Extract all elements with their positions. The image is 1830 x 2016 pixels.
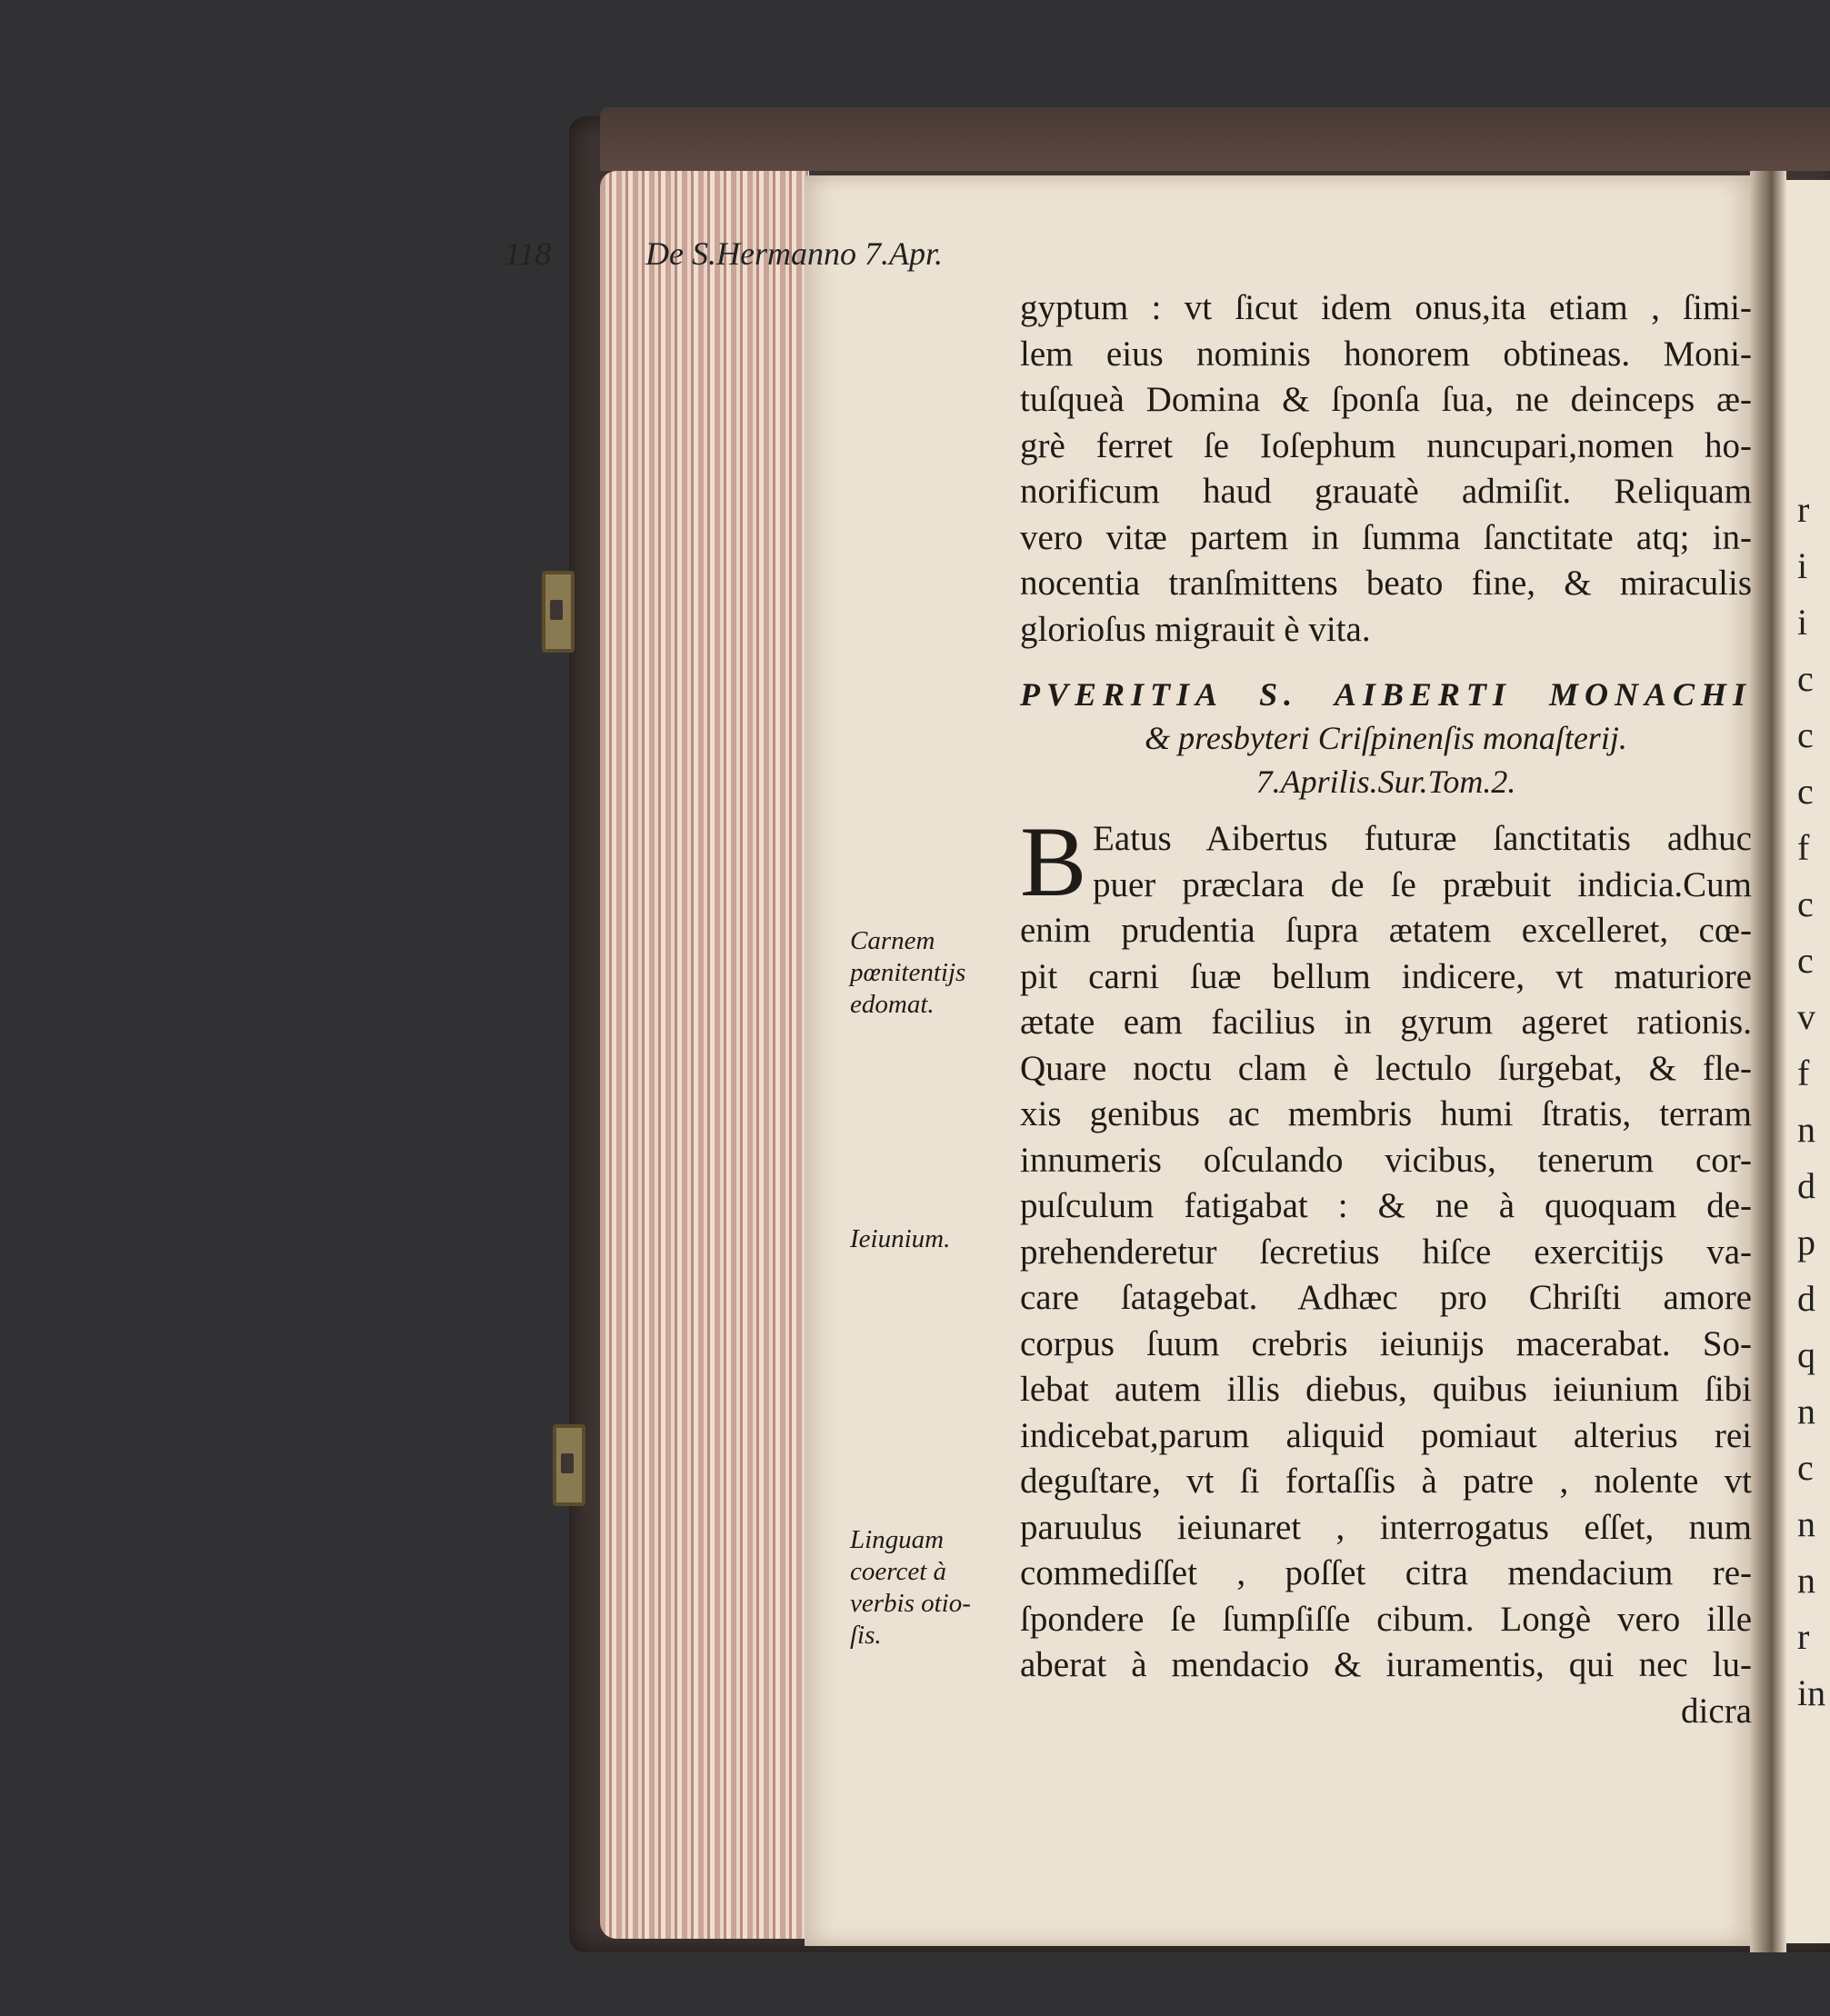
text-line: ætate eam facilius in gyrum ageret rationis. (1020, 1003, 1752, 1042)
text-line: xis genibus ac membris humi ſtratis, terram (1020, 1094, 1752, 1133)
text-line: ſpondere ſe ſumpſiſſe cibum. Longè vero ille (1020, 1599, 1752, 1639)
text-line: gyptum : vt ſicut idem onus,ita etiam , ſimi- (1020, 288, 1752, 327)
marginal-line: pœnitentijs (850, 958, 966, 987)
clasp-icon (542, 571, 575, 653)
gutter (1750, 171, 1786, 1952)
text-line: vero vitæ partem in ſumma ſanctitate atq; in- (1020, 517, 1752, 557)
text-line: nocentia tranſmittens beato fine, & miraculis (1020, 564, 1752, 603)
text-line: deguſtare, vt ſi fortaſſis à patre , nolente vt (1020, 1462, 1752, 1501)
facing-page-letter: c (1797, 1447, 1814, 1488)
heading-line-2: & presbyteri Criſpinenſis monaſterij. (1145, 720, 1627, 756)
facing-page-letter: f (1797, 827, 1810, 868)
facing-page-letter: i (1797, 602, 1808, 643)
text-line: corpus ſuum crebris ieiunijs macerabat. So- (1020, 1323, 1752, 1363)
section-heading (1020, 673, 1752, 803)
facing-page-letter: q (1797, 1334, 1815, 1375)
text-line: innumeris oſculando vicibus, tenerum cor- (1020, 1140, 1752, 1180)
text-line: puſculum fatigabat : & ne à quoquam de- (1020, 1186, 1752, 1225)
facing-page-letter: i (1797, 545, 1808, 586)
right-page-fragment (1786, 180, 1830, 1943)
heading-line-1: PVERITIA S. AIBERTI MONACHI (1020, 676, 1752, 713)
marginal-line: verbis otio- (850, 1589, 971, 1618)
text-line: Eatus Aibertus futuræ ſanctitatis adhuc (1093, 819, 1752, 858)
marginal-note (850, 925, 1009, 1021)
text-line: aberat à mendacio & iuramentis, qui nec lu- (1020, 1645, 1752, 1684)
text-line: enim prudentia ſupra ætatem excelleret, cœ- (1020, 911, 1752, 950)
text-line: grè ferret ſe Ioſephum nuncupari,nomen ho- (1020, 425, 1752, 465)
facing-page-letter: c (1797, 940, 1814, 981)
page-edges (600, 171, 809, 1939)
marginal-line: Linguam (850, 1525, 945, 1554)
body-text (1020, 806, 1752, 1734)
text-line: paruulus ieiunaret , interrogatus eſſet, num (1020, 1507, 1752, 1547)
marginal-note (850, 1524, 1009, 1652)
text-line: Quare noctu clam è lectulo ſurgebat, & fle- (1020, 1048, 1752, 1088)
facing-page-letter: n (1797, 1503, 1815, 1544)
heading-line-3: 7.Aprilis.Sur.Tom.2. (1255, 763, 1516, 800)
facing-page-letter: c (1797, 883, 1814, 924)
facing-page-letter: n (1797, 1391, 1815, 1432)
facing-page-letter: c (1797, 714, 1814, 755)
text-line: pit carni ſuæ bellum indicere, vt maturiore (1020, 956, 1752, 996)
running-head (505, 235, 1636, 282)
running-title: De S.Hermanno 7.Apr. (645, 235, 943, 272)
top-paragraph (1020, 285, 1752, 653)
clasp-icon (553, 1424, 585, 1506)
text-line: prehenderetur ſecretius hiſce exercitijs va- (1020, 1232, 1752, 1272)
facing-page-letter: r (1797, 489, 1810, 530)
text-line: lebat autem illis diebus, quibus ieiunium ſibi (1020, 1370, 1752, 1409)
facing-page-letter: d (1797, 1278, 1815, 1319)
marginal-note (850, 1223, 1009, 1255)
text-line: care ſatagebat. Adhæc pro Chriſti amore (1020, 1278, 1752, 1317)
marginal-line: Ieiunium. (850, 1224, 951, 1253)
text-line: indicebat,parum aliquid pomiaut alterius rei (1020, 1415, 1752, 1455)
marginal-line: coercet à (850, 1557, 947, 1586)
facing-page-letter: c (1797, 658, 1814, 699)
text-line: tuſqueà Domina & ſponſa ſua, ne deinceps æ- (1020, 380, 1752, 419)
facing-page-letter: v (1797, 996, 1815, 1037)
facing-page-letter: c (1797, 771, 1814, 812)
text-line: puer præclara de ſe præbuit indicia.Cum (1093, 864, 1752, 904)
marginal-line: Carnem (850, 926, 935, 955)
facing-page-letter: p (1797, 1222, 1815, 1262)
book-cover-top (600, 107, 1830, 171)
drop-cap: B (1020, 806, 1087, 917)
text-line: lem eius nominis honorem obtineas. Moni- (1020, 334, 1752, 374)
facing-page-letter: in (1797, 1672, 1826, 1713)
facing-page-letter: r (1797, 1616, 1810, 1657)
marginal-line: ſis. (850, 1621, 882, 1650)
catchword: dicra (1681, 1691, 1752, 1731)
facing-page-letter: f (1797, 1053, 1810, 1093)
text-line: norificum haud grauatè admiſit. Reliquam (1020, 472, 1752, 511)
marginal-line: edomat. (850, 990, 935, 1019)
text-line: glorioſus migrauit è vita. (1020, 609, 1371, 649)
facing-page-letter: d (1797, 1165, 1815, 1206)
text-line: commediſſet , poſſet citra mendacium re- (1020, 1553, 1752, 1592)
page-number: 118 (505, 235, 552, 272)
facing-page-letter: n (1797, 1560, 1815, 1601)
facing-page-letter: n (1797, 1109, 1815, 1150)
